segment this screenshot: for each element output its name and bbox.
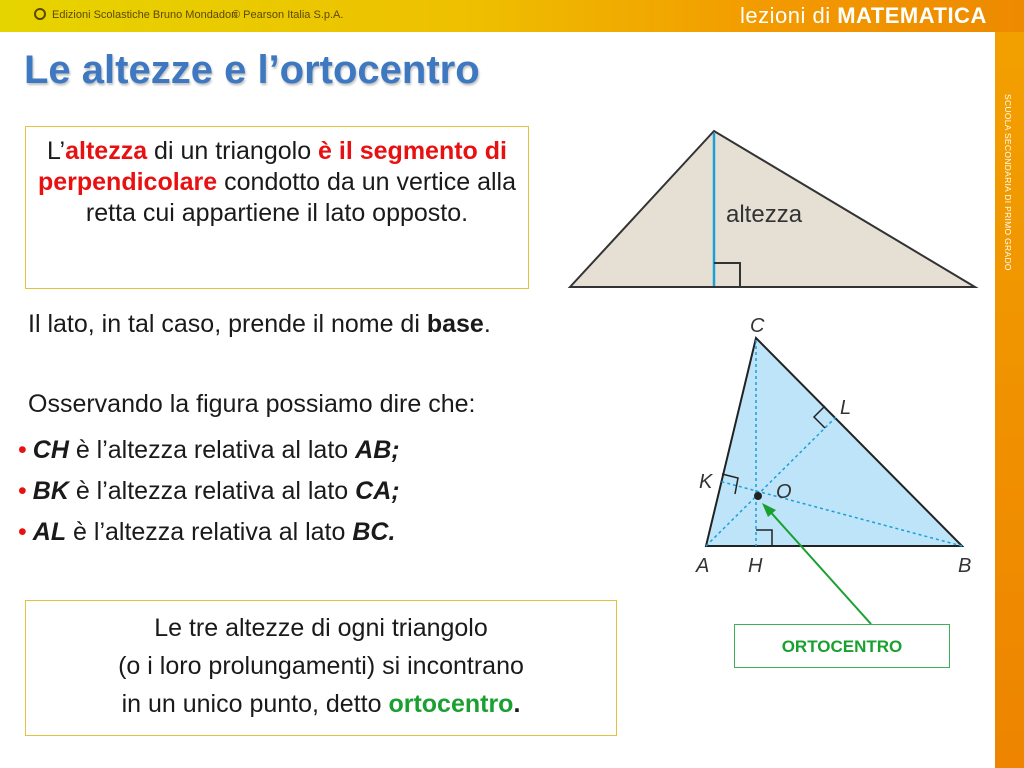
bullet-dot-icon: • [18, 436, 27, 464]
def-part5: condotto da un vertice alla retta cui appartiene il lato opposto. [85, 168, 517, 227]
side-label: AB [355, 436, 392, 464]
base-text: Il lato, in tal caso, prende il nome di [28, 310, 427, 338]
copyright: © Pearson Italia S.p.A. [232, 9, 344, 21]
def-part3: di un triangolo [147, 137, 319, 165]
conclusion-line3-text: in un unico punto, detto [121, 690, 389, 718]
bullet-end: ; [391, 436, 400, 464]
base-sentence [28, 310, 491, 339]
brand-subject: MATEMATICA [837, 3, 987, 28]
def-part1: L’ [47, 137, 66, 165]
bullet-item [18, 436, 400, 465]
side-label: CA [355, 477, 392, 505]
bullet-text: è l’altezza relativa al lato [66, 518, 353, 546]
publisher-name: Edizioni Scolastiche Bruno Mondadori [52, 9, 238, 21]
side-label: BC [352, 518, 389, 546]
vertex-k-label: K [699, 471, 713, 493]
def-highlight: è il segmento di perpendicolare [37, 137, 507, 196]
page-title: Le altezze e l’ortocentro [24, 48, 480, 92]
figure-orthocenter [695, 315, 971, 624]
vertex-b-label: B [958, 555, 972, 577]
vertex-a-label: A [696, 555, 710, 577]
figure-altitude [570, 131, 975, 287]
orthocenter-label-box: ORTOCENTRO [734, 624, 950, 668]
base-end: . [483, 310, 491, 338]
vertex-h-label: H [748, 555, 763, 577]
bullet-end: . [388, 518, 396, 546]
vertex-c-label: C [750, 315, 765, 337]
bullet-item [18, 477, 400, 506]
def-altezza: altezza [65, 137, 148, 165]
bullet-item [18, 518, 395, 547]
conclusion-end: . [513, 690, 521, 718]
triangle-abc [706, 338, 962, 546]
orthocenter-point [754, 492, 762, 500]
base-word: base [426, 310, 484, 338]
conclusion-line2: (o i loro prolungamenti) si incontrano [118, 652, 524, 680]
bullet-text: è l’altezza relativa al lato [68, 436, 356, 464]
conclusion-box [25, 600, 617, 736]
altezza-label: altezza [726, 201, 803, 228]
bullet-dot-icon: • [18, 477, 27, 505]
vertex-l-label: L [840, 397, 852, 419]
conclusion-line3 [26, 685, 616, 723]
observe-sentence: Osservando la figura possiamo dire che: [28, 390, 476, 418]
segment-label: BK [32, 477, 69, 505]
sidebar-text: SCUOLA SECONDARIA DI PRIMO GRADO [1003, 94, 1013, 271]
conclusion-highlight: ortocentro [388, 690, 514, 718]
segment-label: CH [32, 436, 69, 464]
conclusion-line1: Le tre altezze di ogni triangolo [154, 614, 488, 642]
vertex-o-label: O [776, 481, 792, 503]
bullet-dot-icon: • [18, 518, 27, 546]
brand-prefix: lezioni di [740, 3, 831, 28]
bullet-text: è l’altezza relativa al lato [68, 477, 356, 505]
bullet-end: ; [391, 477, 400, 505]
segment-label: AL [32, 518, 67, 546]
